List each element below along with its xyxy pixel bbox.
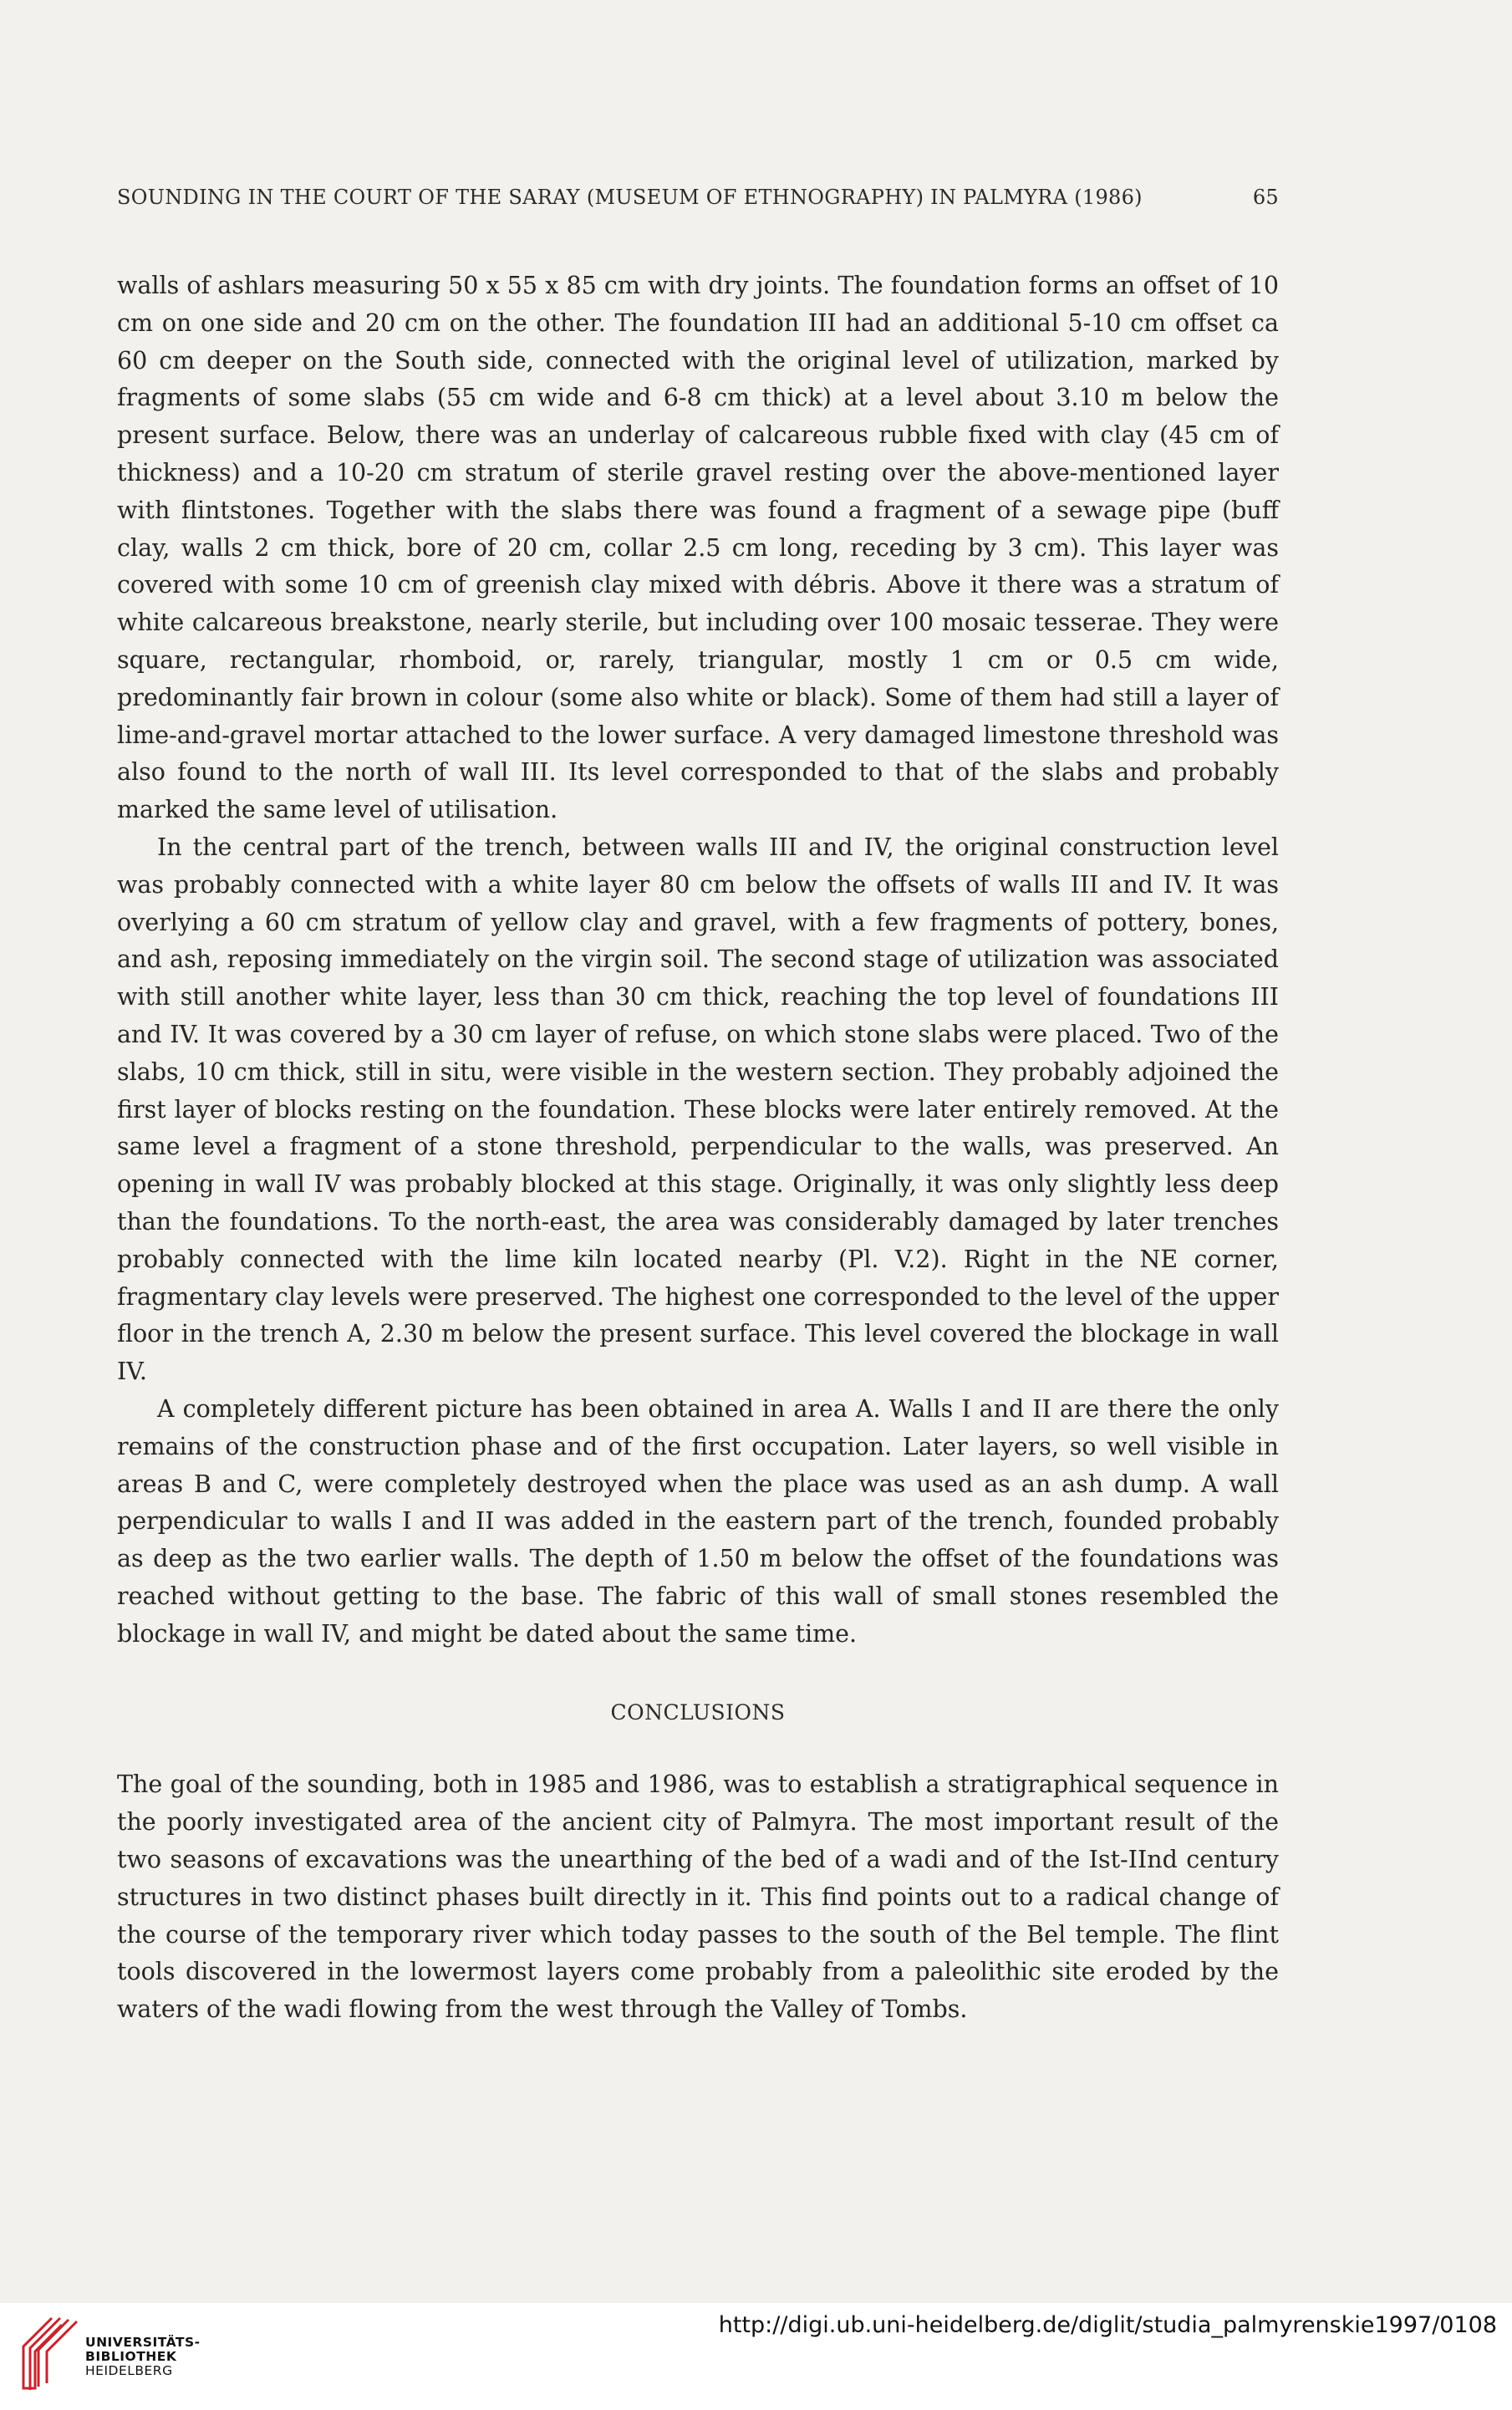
page-number: 65	[1252, 186, 1279, 209]
running-title: SOUNDING IN THE COURT OF THE SARAY (MUSEUM OF ETHNOGRAPHY) IN PALMYRA (1986)	[117, 186, 1143, 209]
section-heading: CONCLUSIONS	[610, 1700, 786, 1725]
paragraph: The goal of the sounding, both in 1985 and 1986, was to establish a stratigraphical sequence in the poorly investigated area of the ancient city of Palmyra. The most important result of the two seasons of excavations was the unearthing of the bed of a wadi and of the Ist-IInd century structures in two distinct phases built directly in it. This find points out to a radical change of the course of the temporary river which today passes to the south of the Bel temple. The flint tools discovered in the lowermost layers come probably from a paleolithic site eroded by the waters of the wadi flowing from the west through the Valley of Tombs.	[117, 1771, 1279, 2024]
library-name-line: BIBLIOTHEK	[85, 2349, 177, 2364]
paragraph: In the central part of the trench, between walls III and IV, the original construction level was probably connected with a white layer 80 cm below the offsets of walls III and IV. It was overlying a 60 cm stratum of yellow clay and gravel, with a few fragments of pottery, bones, and ash, reposing immediately on the virgin soil. The second stage of utilization was associated with still another white layer, less than 30 cm thick, reaching the top level of foundations III and IV. It was covered by a 30 cm layer of refuse, on which stone slabs were placed. Two of the slabs, 10 cm thick, still in situ, were visible in the western section. They probably adjoined the first layer of blocks resting on the foundation. These blocks were later entirely removed. At the same level a fragment of a stone threshold, perpendicular to the walls, was preserved. An opening in wall IV was probably blocked at this stage. Originally, it was only slightly less deep than the foundations. To the north-east, the area was considerably damaged by later trenches probably connected with the lime kiln located nearby (Pl. V.2). Right in the NE corner, fragmentary clay levels were preserved. The highest one corresponded to the level of the upper floor in the trench A, 2.30 m below the present surface. This level covered the blockage in wall IV.	[117, 833, 1279, 1386]
running-header	[117, 186, 1279, 209]
body-text	[117, 267, 1279, 2029]
paragraph: walls of ashlars measuring 50 x 55 x 85 cm with dry joints. The foundation forms an offset of 10 cm on one side and 20 cm on the other. The foundation III had an additional 5-10 cm offset ca 60 cm deeper on the South side, connected with the original level of utilization, marked by fragments of some slabs (55 cm wide and 6-8 cm thick) at a level about 3.10 m below the present surface. Below, there was an underlay of calcareous rubble fixed with clay (45 cm of thickness) and a 10-20 cm stratum of sterile gravel resting over the above-mentioned layer with flintstones. Together with the slabs there was found a fragment of a sewage pipe (buff clay, walls 2 cm thick, bore of 20 cm, collar 2.5 cm long, receding by 3 cm). This layer was covered with some 10 cm of greenish clay mixed with débris. Above it there was a stratum of white calcareous breakstone, nearly sterile, but including over 100 mosaic tesserae. They were square, rectangular, rhomboid, or, rarely, triangular, mostly 1 cm or 0.5 cm wide, predominantly fair brown in colour (some also white or black). Some of them had still a layer of lime-and-gravel mortar attached to the lower surface. A very damaged limestone threshold was also found to the north of wall III. Its level corresponded to that of the slabs and probably marked the same level of utilisation.	[117, 272, 1279, 824]
library-name	[85, 2336, 201, 2378]
ub-heidelberg-logo-icon	[15, 2313, 82, 2393]
library-name-line: HEIDELBERG	[85, 2363, 173, 2378]
source-url-link[interactable]: http://digi.ub.uni-heidelberg.de/diglit/studia_palmyrenskie1997/0108	[718, 2312, 1497, 2338]
library-name-line: UNIVERSITÄTS-	[85, 2335, 201, 2350]
paragraph: A completely different picture has been obtained in area A. Walls I and II are there the only remains of the construction phase and of the first occupation. Later layers, so well visible in areas B and C, were completely destroyed when the place was used as an ash dump. A wall perpendicular to walls I and II was added in the eastern part of the trench, founded probably as deep as the two earlier walls. The depth of 1.50 m below the offset of the foundations was reached without getting to the base. The fabric of this wall of small stones resembled the blockage in wall IV, and might be dated about the same time.	[117, 1394, 1279, 1648]
